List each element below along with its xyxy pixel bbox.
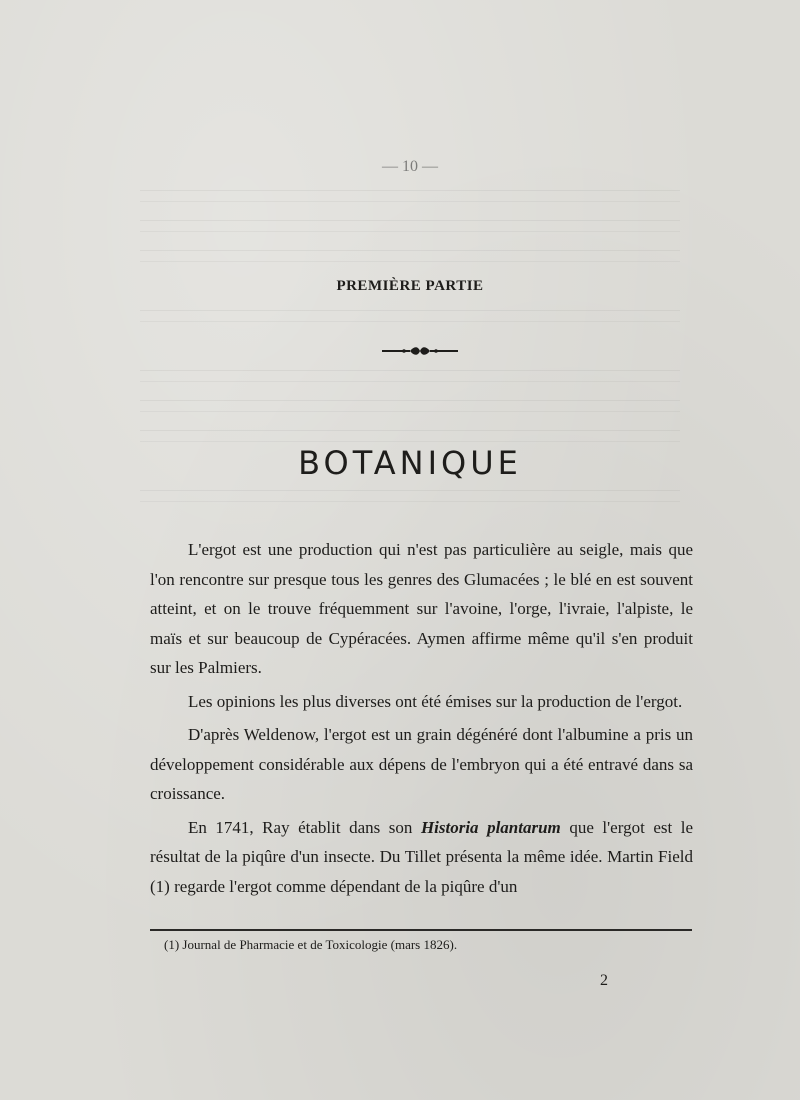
show-through-line [140,490,680,502]
show-through-line [140,310,680,322]
part-title: PREMIÈRE PARTIE [336,278,484,294]
body-text [150,535,693,905]
show-through-line [140,190,680,202]
paragraph-text: En 1741, Ray établit dans son [188,817,421,837]
paragraph-text: que l'ergot est le résultat de la piqûre d'un insecte. Du Tillet présenta la même idée. Martin Field (1) regarde l'ergot comme dépendant de la piqûre d'un [150,817,694,896]
section-title: BOTANIQUE [298,444,522,482]
show-through-line [140,250,680,262]
show-through-line [140,370,680,382]
show-through-line [140,430,680,442]
paragraph: Les opinions les plus diverses ont été émises sur la production de l'ergot. [188,691,683,711]
paragraph: D'après Weldenow, l'ergot est un grain dégénéré dont l'albumine a pris un développement considérable aux dépens de l'embryon qui a été entravé dans sa croissance. [150,725,693,803]
paragraph [150,813,693,902]
footnote-divider [150,929,692,931]
paragraph: L'ergot est une production qui n'est pas particulière au seigle, mais que l'on rencontre sur presque tous les genres des Glumacées ; le blé en est souvent atteint, et on le trouve fréquemment sur l'avoine, l'orge, l'ivraie, l'alpiste, le maïs et sur beaucoup de Cypéracées. Aymen affirme même qu'il s'en produit sur les Palmiers. [150,540,693,677]
book-title: Historia plantarum [420,817,561,837]
footnote: (1) Journal de Pharmacie et de Toxicologie (mars 1826). [164,937,458,952]
page-number: — 10 — [382,158,438,175]
show-through-line [140,220,680,232]
ornament-divider-icon [380,346,460,356]
signature-mark: 2 [600,972,608,989]
show-through-line [140,400,680,412]
